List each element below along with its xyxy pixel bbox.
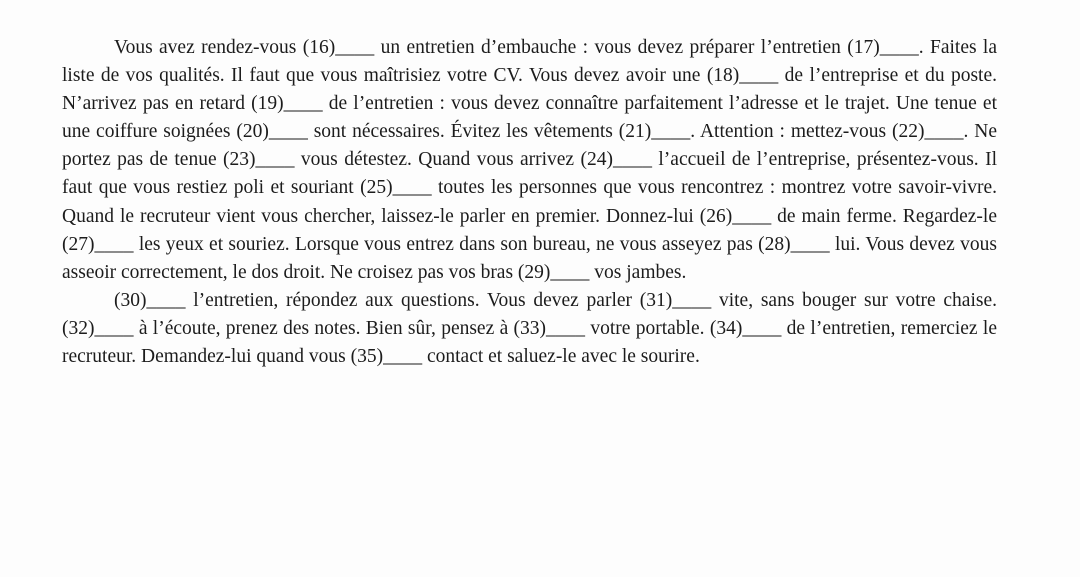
fill-in-the-blank-exercise (62, 34, 997, 371)
paragraph-1: Vous avez rendez-vous (16)____ un entretien d’embauche : vous devez préparer l’entretien (17)____. Faites la liste de vos qualités. Il faut que vous maîtrisiez votre CV. Vous devez avoir une (18)____ de l’entreprise et du poste. N’arrivez pas en retard (19)____ de l’entretien : vous devez connaître parfaitement l’adresse et le trajet. Une tenue et une coiffure soignées (20)____ sont nécessaires. Évitez les vêtements (21)____. Attention : mettez-vous (22)____. Ne portez pas de tenue (23)____ vous détestez. Quand vous arrivez (24)____ l’accueil de l’entreprise, présentez-vous. Il faut que vous restiez poli et souriant (25)____ toutes les personnes que vous rencontrez : montrez votre savoir-vivre. Quand le recruteur vient vous chercher, laissez-le parler en premier. Donnez-lui (26)____ de main ferme. Regardez-le (27)____ les yeux et souriez. Lorsque vous entrez dans son bureau, ne vous asseyez pas (28)____ lui. Vous devez vous asseoir correctement, le dos droit. Ne croisez pas vos bras (29)____ vos jambes. (62, 37, 997, 283)
paragraph-2: (30)____ l’entretien, répondez aux questions. Vous devez parler (31)____ vite, sans bouger sur votre chaise. (32)____ à l’écoute, prenez des notes. Bien sûr, pensez à (33)____ votre portable. (34)____ de l’entretien, remerciez le recruteur. Demandez-lui quand vous (35)____ contact et saluez-le avec le sourire. (62, 289, 997, 368)
